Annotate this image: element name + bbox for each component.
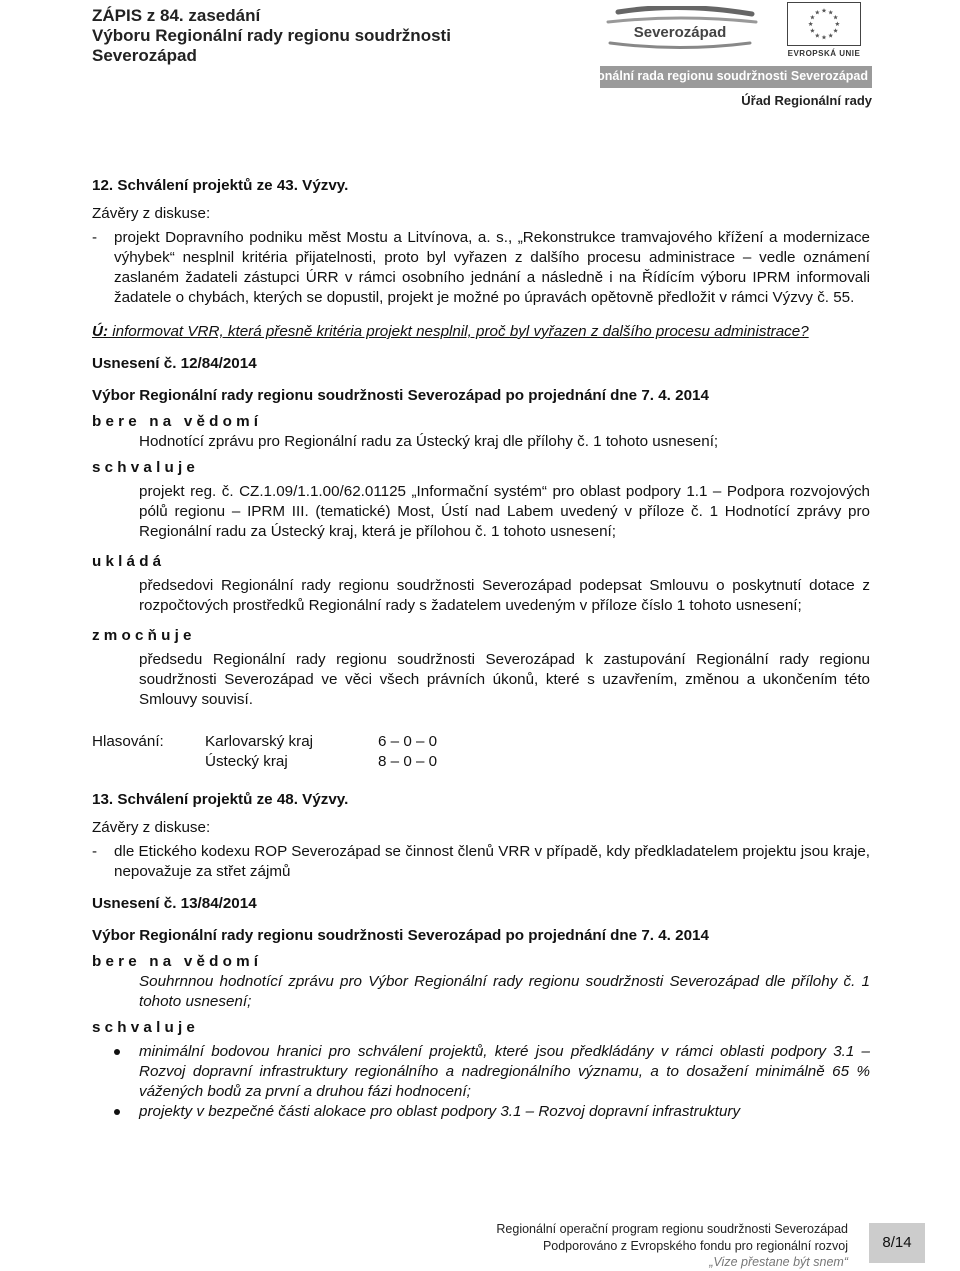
footer-line-2: Podporováno z Evropského fondu pro regionální rozvoj	[542, 1238, 848, 1253]
vote-row-2	[92, 752, 870, 772]
section-12-discussion-item	[92, 228, 870, 308]
vote-region: Ústecký kraj	[205, 753, 288, 770]
footer-line-1: Regionální operační program regionu soudržnosti Severozápad	[496, 1222, 848, 1236]
section-13-committee: Výbor Regionální rady regionu soudržnosti Severozápad po projednání dne 7. 4. 2014	[92, 927, 709, 944]
section-13-bullet	[92, 1042, 870, 1102]
vote-row-1	[92, 732, 870, 752]
section-13-takes-note-label: bere na vědomí	[92, 953, 263, 970]
page-number-box	[869, 1223, 925, 1263]
bullet-dot-icon	[114, 1109, 120, 1115]
section-12-resolution: Usnesení č. 12/84/2014	[92, 355, 257, 372]
header-subtitle: Úřad Regionální rady	[741, 93, 872, 108]
bullet-text: minimální bodovou hranici pro schválení projektů, které jsou předkládány v rámci oblasti podpory 3.1 – Rozvoj dopravní infrastruktury regionálního a nadregionálního významu, a to dosažení minimálně 65 % vážených bodů za první a druhou fázi hodnocení;	[139, 1043, 870, 1100]
vote-region: Karlovarský kraj	[205, 733, 314, 750]
eu-star-icon	[815, 10, 820, 14]
footer-motto: „Vize přestane být snem“	[709, 1255, 848, 1269]
eu-star-icon	[815, 33, 820, 37]
eu-star-icon	[808, 22, 813, 26]
section-13-resolution: Usnesení č. 13/84/2014	[92, 895, 257, 912]
section-12-task	[92, 322, 870, 342]
eu-star-icon	[828, 33, 833, 37]
vote-result: 8 – 0 – 0	[378, 753, 438, 770]
section-12-committee: Výbor Regionální rady regionu soudržnosti Severozápad po projednání dne 7. 4. 2014	[92, 387, 709, 404]
eu-star-icon	[822, 35, 827, 39]
section-12-authorizes-label: zmocňuje	[92, 627, 196, 644]
section-12-takes-note-label: bere na vědomí	[92, 413, 263, 430]
eu-star-icon	[833, 28, 838, 32]
logo-text: Severozápad	[633, 24, 727, 41]
vote-result: 6 – 0 – 0	[378, 733, 438, 750]
title-line-3: Severozápad	[92, 46, 197, 65]
title-line-1: ZÁPIS z 84. zasedání	[92, 6, 261, 25]
section-12-discussion-text: projekt Dopravního podniku měst Mostu a Litvínova, a. s., „Rekonstrukce tramvajového křížení a modernizace výhybek“ nesplnil kritéria přijatelnosti, proto byl vyřazen z dalšího procesu administrace – vedle oznámení zaslaném žadateli zástupci ÚRR v rámci osobního jednání a následně i na Řídícím výboru IPRM informovali žadatele o chybách, kterých se dopustil, projekt je možné po úpravách opětovně předložit v rámci Výzvy č. 55.	[114, 229, 870, 306]
bullet-text: projekty v bezpečné části alokace pro oblast podpory 3.1 – Rozvoj dopravní infrastruktury	[139, 1103, 741, 1120]
section-13-bullet	[92, 1102, 870, 1122]
section-13-discussion-text: dle Etického kodexu ROP Severozápad se činnost členů VRR v případě, kdy předkladatelem projektu jsou kraje, nepovažuje za střet zájmů	[114, 843, 870, 880]
title-line-2: Výboru Regionální rady regionu soudržnosti	[92, 26, 451, 45]
section-13-discussion-item	[92, 842, 870, 882]
eu-star-icon	[828, 10, 833, 14]
section-13-title: 13. Schválení projektů ze 48. Výzvy.	[92, 791, 349, 808]
section-13-takes-note-text: Souhrnnou hodnotící zprávu pro Výbor Regionální rady regionu soudržnosti Severozápad dle přílohy č. 1 tohoto usnesení;	[139, 973, 870, 1010]
eu-star-icon	[810, 28, 815, 32]
section-12-assigns-text: předsedovi Regionální rady regionu soudržnosti Severozápad podepsat Smlouvu o poskytnutí dotace z rozpočtových prostředků Regionální rady s žadatelem uvedeným v příloze číslo 1 tohoto usnesení;	[139, 577, 870, 614]
section-12-approves-label: schvaluje	[92, 459, 200, 476]
eu-logo	[787, 2, 861, 58]
dash-marker: -	[92, 843, 98, 860]
page-number: 8/14	[882, 1234, 912, 1251]
header-bar-text: Regionální rada regionu soudržnosti Severozápad	[570, 69, 868, 83]
section-13-discussion-label: Závěry z diskuse:	[92, 819, 211, 836]
eu-star-icon	[810, 15, 815, 19]
section-12-title: 12. Schválení projektů ze 43. Výzvy.	[92, 177, 349, 194]
bullet-dot-icon	[114, 1049, 120, 1055]
task-prefix: Ú:	[92, 323, 109, 340]
section-12-approves-text: projekt reg. č. CZ.1.09/1.1.00/62.01125 „Informační systém“ pro oblast podpory 1.1 – Podpora rozvojových pólů regionu – IPRM III. (tematické) Most, Ústí nad Labem uvedený v příloze č. 1 Hodnotící zprávy pro Regionální radu za Ústecký kraj, která je přílohou č. 1 tohoto usnesení;	[139, 483, 870, 540]
eu-star-icon	[833, 15, 838, 19]
document-body	[92, 176, 870, 1122]
section-12-assigns-label: ukládá	[92, 553, 166, 570]
severozapad-logo	[600, 6, 760, 50]
section-12-discussion-label: Závěry z diskuse:	[92, 205, 211, 222]
vote-label: Hlasování:	[92, 733, 164, 750]
section-12-authorizes-text: předsedu Regionální rady regionu soudržnosti Severozápad k zastupování Regionální rady regionu soudržnosti Severozápad ve věci všech právních úkonů, které s uzavřením, změnou a ukončením této Smlouvy souvisí.	[139, 651, 870, 708]
document-title	[92, 6, 451, 66]
dash-marker: -	[92, 229, 98, 246]
section-13-approves-label: schvaluje	[92, 1019, 200, 1036]
section-12-takes-note-text: Hodnotící zprávu pro Regionální radu za Ústecký kraj dle přílohy č. 1 tohoto usnesení;	[139, 433, 719, 450]
eu-label: EVROPSKÁ UNIE	[787, 49, 861, 58]
eu-flag-icon	[787, 2, 861, 46]
eu-star-icon	[835, 22, 840, 26]
task-text: informovat VRR, která přesně kritéria projekt nesplnil, proč byl vyřazen z dalšího procesu administrace?	[108, 323, 809, 340]
eu-star-icon	[822, 8, 827, 12]
header-bar	[570, 66, 872, 88]
footer	[478, 1221, 848, 1271]
